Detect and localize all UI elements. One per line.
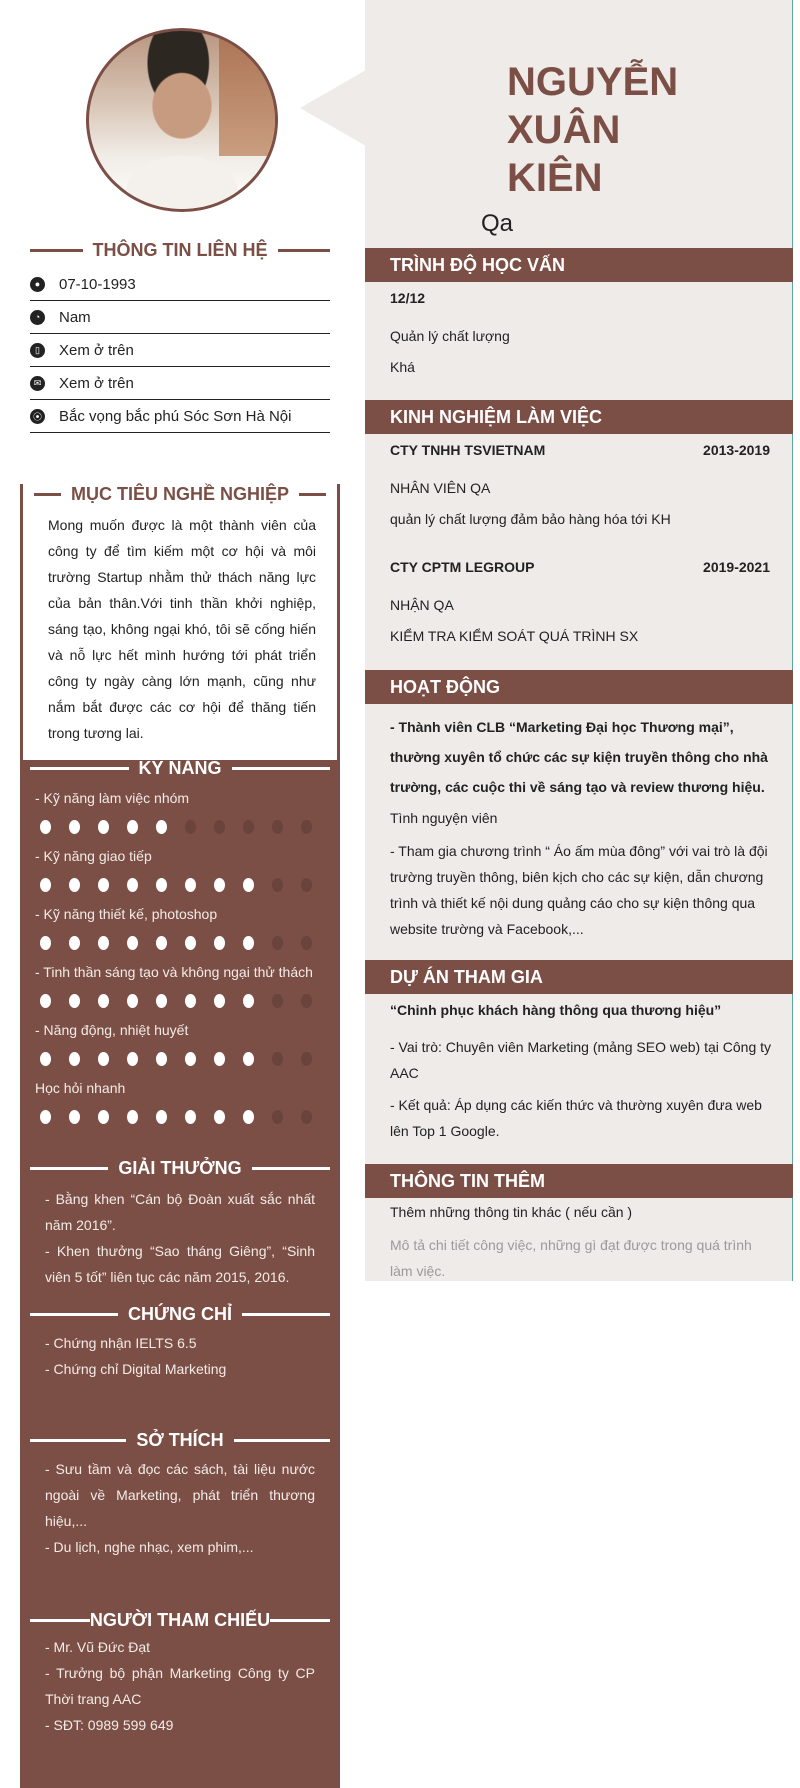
contact-item-birthday: [30, 268, 330, 301]
rating-dot: [243, 820, 254, 834]
objective-title: [34, 484, 326, 505]
contact-value: Xem ở trên: [59, 341, 134, 359]
contact-item-address: [30, 400, 330, 433]
avatar-pointer: [300, 70, 366, 146]
skill-rating: [40, 994, 312, 1008]
rating-dot: [243, 878, 254, 892]
avatar-background: [219, 31, 275, 156]
skill-rating: [40, 1110, 312, 1124]
rating-dot: [127, 936, 138, 950]
certs-title-text: CHỨNG CHỈ: [128, 1304, 232, 1324]
rating-dot: [127, 820, 138, 834]
contact-title: [30, 240, 330, 261]
phone-icon: ▯: [30, 343, 45, 358]
rating-dot: [156, 878, 167, 892]
hobby-item: - Sưu tầm và đọc các sách, tài liệu nước ngoài về Marketing, phát triển thương hiệu,...: [45, 1461, 315, 1529]
extra-placeholder: [390, 1232, 752, 1284]
job-years: 2013-2019: [703, 442, 770, 458]
rating-dot: [40, 1052, 51, 1066]
clock-icon: ◔: [30, 310, 45, 325]
contact-list: [30, 268, 330, 433]
project-name: “Chinh phục khách hàng thông qua thương hiệu”: [390, 1002, 722, 1018]
activity-line: trường, các cuộc thi về sáng tạo và review thương hiệu.: [390, 779, 765, 795]
hobbies-list: [45, 1456, 315, 1560]
contact-item-gender: [30, 301, 330, 334]
activity-line: thường xuyên tổ chức các sự kiện truyền thông cho nhà: [390, 749, 768, 765]
avatar-shirt: [126, 156, 238, 212]
rating-dot: [69, 878, 80, 892]
hobbies-title: [30, 1430, 330, 1451]
divider: [30, 249, 83, 252]
hobby-item: - Du lịch, nghe nhạc, xem phim,...: [45, 1539, 254, 1555]
award-item: - Bằng khen “Cán bộ Đoàn xuất sắc nhất năm 2016”.: [45, 1191, 315, 1233]
projects-title: DỰ ÁN THAM GIA: [365, 960, 793, 994]
rating-dot: [98, 878, 109, 892]
rating-dot: [301, 878, 312, 892]
job-description: quản lý chất lượng đảm bảo hàng hóa tới KH: [390, 511, 671, 527]
rating-dot: [301, 1052, 312, 1066]
rating-dot: [185, 878, 196, 892]
job-company: CTY TNHH TSVIETNAM: [390, 442, 546, 458]
rating-dot: [69, 936, 80, 950]
placeholder-line: Mô tả chi tiết công việc, những gì đạt được trong quá trình: [390, 1237, 752, 1253]
rating-dot: [40, 878, 51, 892]
rating-dot: [272, 1110, 283, 1124]
activity-line: trình và thiết kế nội dung quảng cáo cho sự kiện thông qua: [390, 895, 756, 911]
award-item: - Khen thưởng “Sao tháng Giêng”, “Sinh viên 5 tốt” liên tục các năm 2015, 2016.: [45, 1243, 315, 1285]
project-line: lên Top 1 Google.: [390, 1123, 500, 1139]
rating-dot: [301, 936, 312, 950]
rating-dot: [127, 994, 138, 1008]
extra-line: Thêm những thông tin khác ( nếu cần ): [390, 1204, 633, 1220]
rating-dot: [272, 878, 283, 892]
job-years: 2019-2021: [703, 559, 770, 575]
contact-item-email: [30, 367, 330, 400]
skill-label: - Kỹ năng giao tiếp: [35, 848, 152, 864]
candidate-name: [507, 58, 678, 202]
skill-rating: [40, 820, 312, 834]
extra-title: THÔNG TIN THÊM: [365, 1164, 793, 1198]
rating-dot: [185, 820, 196, 834]
contact-value: Nam: [59, 308, 91, 326]
rating-dot: [156, 994, 167, 1008]
rating-dot: [98, 1052, 109, 1066]
left-column: [0, 0, 365, 1788]
objective-title-text: MỤC TIÊU NGHỀ NGHIỆP: [71, 484, 290, 504]
activity-highlight: [390, 712, 768, 802]
rating-dot: [40, 820, 51, 834]
rating-dot: [272, 1052, 283, 1066]
placeholder-line: làm việc.: [390, 1263, 446, 1279]
objective-box: [20, 484, 340, 764]
project-line: AAC: [390, 1065, 419, 1081]
contact-value: Xem ở trên: [59, 374, 134, 392]
awards-title-text: GIẢI THƯỞNG: [118, 1158, 242, 1178]
certs-title: [30, 1304, 330, 1325]
education-grade: 12/12: [390, 290, 426, 306]
skills-title-text: KỸ NĂNG: [138, 758, 222, 778]
rating-dot: [214, 994, 225, 1008]
rating-dot: [156, 936, 167, 950]
references-list: [45, 1634, 315, 1738]
activity-line: trường truyền thông, biên kịch cho các sự kiện, dẫn chương: [390, 869, 764, 885]
reference-item: - Trưởng bộ phận Marketing Công ty CP Thời trang AAC: [45, 1665, 315, 1707]
skill-rating: [40, 878, 312, 892]
activity-line: - Thành viên CLB “Marketing Đại học Thương mại”,: [390, 719, 734, 735]
activity-line: website trường và Facebook,...: [390, 921, 584, 937]
rating-dot: [127, 1052, 138, 1066]
rating-dot: [69, 1052, 80, 1066]
reference-item: - Mr. Vũ Đức Đạt: [45, 1639, 151, 1655]
rating-dot: [214, 936, 225, 950]
contact-item-phone: [30, 334, 330, 367]
candidate-role: Qa: [481, 210, 514, 237]
dark-sidebar: [20, 760, 340, 1788]
education-title: TRÌNH ĐỘ HỌC VẤN: [365, 248, 793, 282]
rating-dot: [40, 994, 51, 1008]
education-major: Quản lý chất lượng: [390, 328, 510, 344]
skill-rating: [40, 1052, 312, 1066]
rating-dot: [98, 1110, 109, 1124]
rating-dot: [69, 820, 80, 834]
rating-dot: [185, 1110, 196, 1124]
skill-label: - Kỹ năng thiết kế, photoshop: [35, 906, 218, 922]
experience-title: KINH NGHIỆM LÀM VIỆC: [365, 400, 793, 434]
awards-list: [45, 1186, 315, 1290]
cert-item: - Chứng nhận IELTS 6.5: [45, 1335, 197, 1351]
rating-dot: [243, 1052, 254, 1066]
job-position: NHẬN QA: [390, 597, 454, 613]
job-company: CTY CPTM LEGROUP: [390, 559, 535, 575]
rating-dot: [185, 1052, 196, 1066]
rating-dot: [214, 1110, 225, 1124]
cert-item: - Chứng chỉ Digital Marketing: [45, 1361, 227, 1377]
rating-dot: [272, 820, 283, 834]
rating-dot: [127, 1110, 138, 1124]
skill-rating: [40, 936, 312, 950]
activity-subtitle: Tình nguyện viên: [390, 810, 498, 826]
activity-line: - Tham gia chương trình “ Áo ấm mùa đông” với vai trò là đội: [390, 843, 768, 859]
references-title-text: NGƯỜI THAM CHIẾU: [89, 1610, 271, 1630]
hobbies-title-text: SỞ THÍCH: [136, 1430, 224, 1450]
project-line: - Vai trò: Chuyên viên Marketing (mảng SEO web) tại Công ty: [390, 1039, 772, 1055]
rating-dot: [185, 994, 196, 1008]
skill-label: - Kỹ năng làm việc nhóm: [35, 790, 190, 806]
rating-dot: [243, 1110, 254, 1124]
project-details: [390, 1034, 771, 1144]
skill-label: Học hỏi nhanh: [35, 1080, 126, 1096]
activity-description: [390, 838, 768, 942]
rating-dot: [301, 994, 312, 1008]
rating-dot: [40, 936, 51, 950]
skills-title: [20, 758, 340, 779]
rating-dot: [69, 1110, 80, 1124]
name-line: KIÊN: [507, 156, 603, 200]
rating-dot: [185, 936, 196, 950]
rating-dot: [301, 820, 312, 834]
activities-title: HOẠT ĐỘNG: [365, 670, 793, 704]
project-line: - Kết quả: Áp dụng các kiến thức và thường xuyên đưa web: [390, 1097, 762, 1113]
rating-dot: [40, 1110, 51, 1124]
rating-dot: [69, 994, 80, 1008]
contact-value: 07-10-1993: [59, 275, 136, 293]
rating-dot: [98, 820, 109, 834]
name-line: NGUYỄN: [507, 60, 679, 104]
references-title: [30, 1610, 330, 1631]
rating-dot: [272, 994, 283, 1008]
reference-item: - SĐT: 0989 599 649: [45, 1717, 174, 1733]
skill-label: - Tinh thần sáng tạo và không ngại thử thách: [35, 964, 313, 980]
rating-dot: [98, 936, 109, 950]
mail-icon: ✉: [30, 376, 45, 391]
contact-title-text: THÔNG TIN LIÊN HỆ: [92, 240, 268, 260]
awards-title: [30, 1158, 330, 1179]
rating-dot: [214, 878, 225, 892]
rating-dot: [272, 936, 283, 950]
avatar: [86, 28, 278, 212]
divider: [278, 249, 331, 252]
contact-value: Bắc vọng bắc phú Sóc Sơn Hà Nội: [59, 407, 292, 425]
rating-dot: [127, 878, 138, 892]
certs-list: [45, 1330, 315, 1382]
rating-dot: [214, 1052, 225, 1066]
rating-dot: [243, 936, 254, 950]
person-icon: ●: [30, 277, 45, 292]
job-description: KIỂM TRA KIỂM SOÁT QUÁ TRÌNH SX: [390, 628, 639, 644]
name-line: XUÂN: [507, 108, 621, 152]
rating-dot: [156, 820, 167, 834]
objective-text: Mong muốn được là một thành viên của công ty để tìm kiếm một cơ hội và môi trường Startup nhằm thử thách năng lực của bản thân.Với tinh thần khởi nghiệp, sáng tạo, không ngại khó, tôi sẽ cống hiến và nỗ lực hết mình hướng tới phát triển công ty ngày càng lớn mạnh, cũng như nắm bắt được các cơ hội để thăng tiến trong tương lai.: [48, 517, 316, 741]
rating-dot: [243, 994, 254, 1008]
rating-dot: [156, 1052, 167, 1066]
skill-label: - Năng động, nhiệt huyết: [35, 1022, 189, 1038]
rating-dot: [98, 994, 109, 1008]
rating-dot: [214, 820, 225, 834]
education-rank: Khá: [390, 359, 415, 375]
rating-dot: [156, 1110, 167, 1124]
location-icon: ⦿: [30, 409, 45, 424]
job-position: NHÂN VIÊN QA: [390, 480, 491, 496]
rating-dot: [301, 1110, 312, 1124]
